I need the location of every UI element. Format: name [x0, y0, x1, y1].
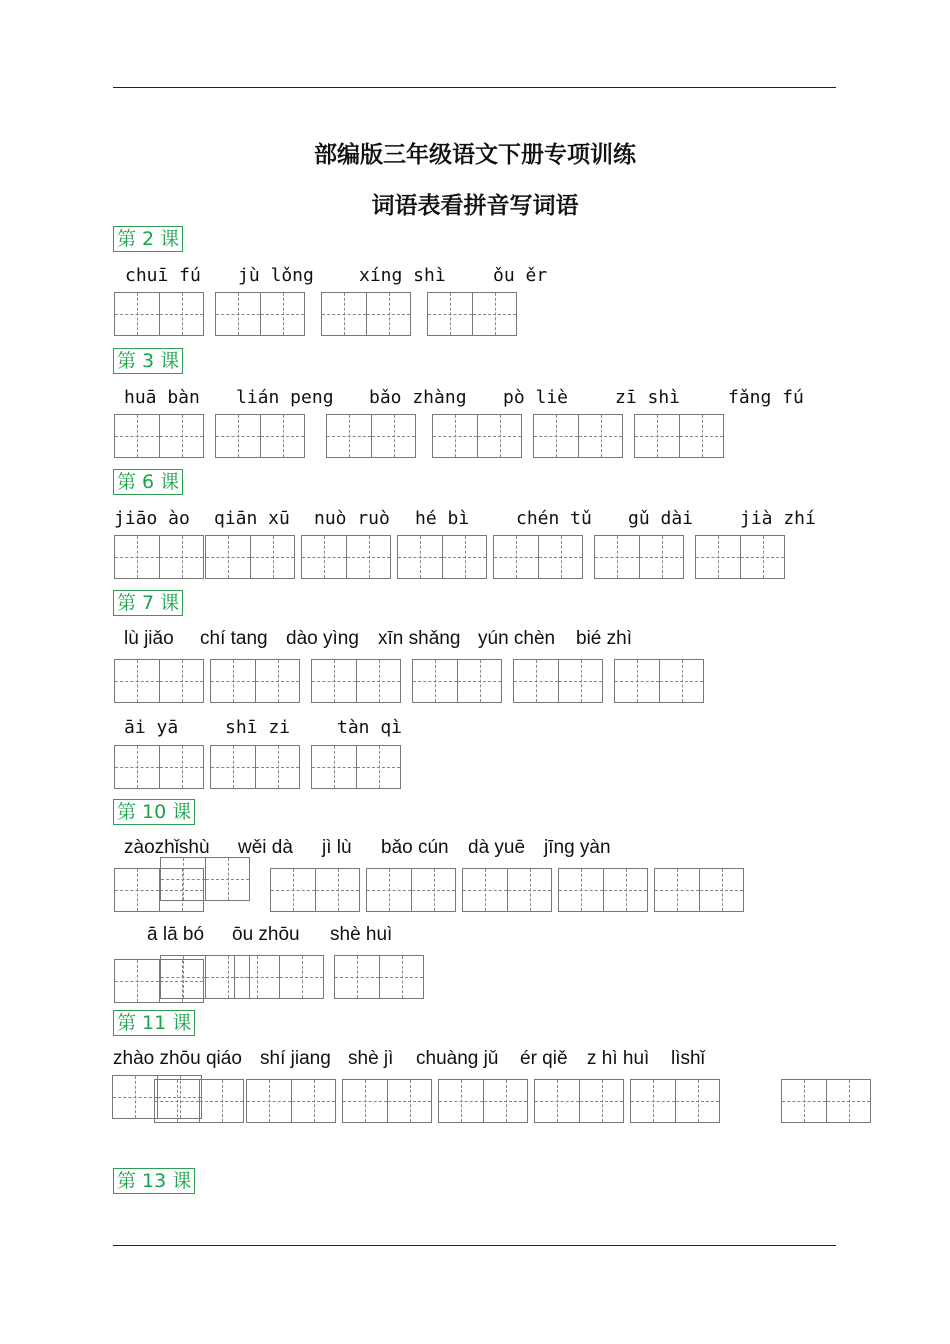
writing-grid[interactable]: [210, 659, 300, 703]
writing-grid[interactable]: [114, 414, 204, 458]
writing-grid[interactable]: [215, 414, 305, 458]
header-rule: [113, 87, 836, 88]
writing-grid[interactable]: [397, 535, 487, 579]
lesson-6-label: 第 6 课: [113, 469, 183, 495]
pinyin-item: shè huì: [330, 924, 393, 945]
writing-grid[interactable]: [614, 659, 704, 703]
pinyin-item: xíng shì: [359, 265, 446, 286]
pinyin-item: ā lā bó: [147, 924, 205, 945]
writing-grid[interactable]: [326, 414, 416, 458]
lesson-10-label: 第 10 课: [113, 799, 195, 825]
writing-grid[interactable]: [654, 868, 744, 912]
pinyin-item: jīng yàn: [544, 837, 611, 858]
pinyin-item: chuàng jǔ: [416, 1048, 499, 1069]
pinyin-item: ǒu ěr: [493, 265, 548, 286]
lesson-3-label: 第 3 课: [113, 348, 183, 374]
pinyin-item: jiāo ào: [114, 508, 190, 529]
pinyin-item: tàn qì: [337, 717, 403, 738]
pinyin-item: āi yā: [124, 717, 179, 738]
pinyin-item: ōu zhōu: [232, 924, 300, 945]
page-subtitle: 词语表看拼音写词语: [371, 193, 579, 219]
lesson-11-label: 第 11 课: [113, 1010, 195, 1036]
writing-grid[interactable]: [246, 1079, 336, 1123]
pinyin-item: ér qiě: [520, 1048, 568, 1069]
pinyin-item: pò liè: [503, 387, 569, 408]
pinyin-item: fǎng fú: [728, 387, 804, 408]
page-title: 部编版三年级语文下册专项训练: [314, 142, 636, 168]
writing-grid[interactable]: [301, 535, 391, 579]
writing-grid[interactable]: [210, 745, 300, 789]
writing-grid[interactable]: [154, 1079, 244, 1123]
pinyin-item: zhào zhōu qiáo: [113, 1048, 242, 1069]
pinyin-item: shī zi: [225, 717, 291, 738]
writing-grid[interactable]: [462, 868, 552, 912]
pinyin-item: shè jì: [348, 1048, 394, 1069]
pinyin-item: gǔ dài: [628, 508, 694, 529]
pinyin-item: chén tǔ: [516, 508, 592, 529]
pinyin-item: jì lù: [322, 837, 352, 858]
writing-grid[interactable]: [427, 292, 517, 336]
writing-grid[interactable]: [513, 659, 603, 703]
writing-grid[interactable]: [215, 292, 305, 336]
pinyin-item: jià zhí: [740, 508, 816, 529]
writing-grid[interactable]: [270, 868, 360, 912]
writing-grid[interactable]: [412, 659, 502, 703]
pinyin-item: bǎo zhàng: [369, 387, 467, 408]
writing-grid[interactable]: [234, 955, 324, 999]
lesson-13-label: 第 13 课: [113, 1168, 195, 1194]
writing-grid[interactable]: [438, 1079, 528, 1123]
pinyin-item: huā bàn: [124, 387, 200, 408]
writing-grid[interactable]: [321, 292, 411, 336]
pinyin-item: lián peng: [236, 387, 334, 408]
writing-grid[interactable]: [630, 1079, 720, 1123]
writing-grid[interactable]: [205, 535, 295, 579]
writing-grid[interactable]: [114, 659, 204, 703]
writing-grid[interactable]: [432, 414, 522, 458]
pinyin-item: xīn shǎng: [378, 628, 461, 649]
pinyin-item: hé bì: [415, 508, 470, 529]
lesson-7-label: 第 7 课: [113, 590, 183, 616]
pinyin-item: dà yuē: [468, 837, 526, 858]
pinyin-item: lìshǐ: [671, 1048, 705, 1069]
writing-grid[interactable]: [534, 1079, 624, 1123]
pinyin-item: yún chèn: [478, 628, 556, 649]
writing-grid[interactable]: [114, 745, 204, 789]
writing-grid[interactable]: [493, 535, 583, 579]
pinyin-item: zàozhǐshù: [124, 837, 210, 858]
lesson-2-label: 第 2 课: [113, 226, 183, 252]
pinyin-item: chuī fú: [125, 265, 201, 286]
pinyin-item: qiān xū: [214, 508, 290, 529]
writing-grid[interactable]: [366, 868, 456, 912]
writing-grid[interactable]: [781, 1079, 871, 1123]
pinyin-item: chí tang: [200, 628, 268, 649]
writing-grid[interactable]: [334, 955, 424, 999]
writing-grid[interactable]: [160, 857, 250, 901]
pinyin-item: dào yìng: [286, 628, 359, 649]
writing-grid[interactable]: [634, 414, 724, 458]
pinyin-item: bié zhì: [576, 628, 632, 649]
writing-grid[interactable]: [594, 535, 684, 579]
pinyin-item: nuò ruò: [314, 508, 390, 529]
pinyin-item: lù jiǎo: [124, 628, 174, 649]
writing-grid[interactable]: [695, 535, 785, 579]
pinyin-item: zī shì: [615, 387, 681, 408]
writing-grid[interactable]: [114, 292, 204, 336]
pinyin-item: bǎo cún: [381, 837, 449, 858]
writing-grid[interactable]: [311, 745, 401, 789]
pinyin-item: shí jiang: [260, 1048, 331, 1069]
writing-grid[interactable]: [342, 1079, 432, 1123]
writing-grid[interactable]: [114, 535, 204, 579]
pinyin-item: z hì huì: [587, 1048, 650, 1069]
pinyin-item: jù lǒng: [238, 265, 314, 286]
footer-rule: [113, 1245, 836, 1246]
writing-grid[interactable]: [533, 414, 623, 458]
pinyin-item: wěi dà: [238, 837, 293, 858]
writing-grid[interactable]: [311, 659, 401, 703]
writing-grid[interactable]: [558, 868, 648, 912]
